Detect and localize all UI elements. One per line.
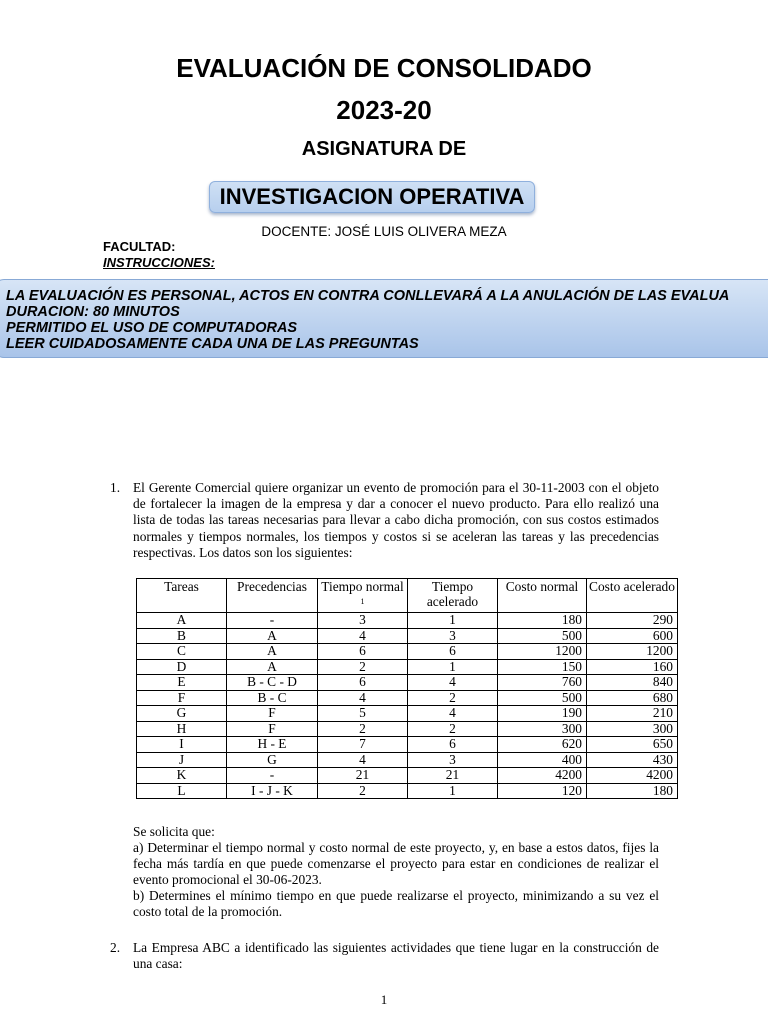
table-cell: 300 bbox=[498, 721, 587, 737]
rule-computers: PERMITIDO EL USO DE COMPUTADORAS bbox=[6, 320, 298, 336]
table-cell: D bbox=[137, 659, 227, 675]
table-cell: 6 bbox=[318, 644, 408, 660]
table-row bbox=[137, 721, 678, 737]
table-cell: 2 bbox=[318, 783, 408, 799]
table-cell: 3 bbox=[408, 628, 498, 644]
table-cell: 430 bbox=[587, 752, 678, 768]
table-cell: G bbox=[227, 752, 318, 768]
table-cell: L bbox=[137, 783, 227, 799]
subject-banner: INVESTIGACION OPERATIVA bbox=[209, 181, 535, 213]
exam-period: 2023-20 bbox=[336, 95, 432, 125]
table-cell: 4200 bbox=[498, 768, 587, 784]
table-cell: F bbox=[137, 690, 227, 706]
table-cell: 150 bbox=[498, 659, 587, 675]
instructions-box bbox=[0, 279, 768, 358]
table-cell: 2 bbox=[318, 721, 408, 737]
table-cell: 2 bbox=[318, 659, 408, 675]
rule-duration: DURACION: 80 MINUTOS bbox=[6, 304, 180, 320]
table-cell: 6 bbox=[408, 737, 498, 753]
table-cell: 4 bbox=[318, 690, 408, 706]
table-row bbox=[137, 644, 678, 660]
table-cell: 2 bbox=[408, 721, 498, 737]
table-cell: 160 bbox=[587, 659, 678, 675]
table-row bbox=[137, 690, 678, 706]
question-1-number: 1. bbox=[110, 480, 121, 495]
exam-title: EVALUACIÓN DE CONSOLIDADO bbox=[176, 53, 592, 83]
table-cell: 180 bbox=[587, 783, 678, 799]
table-cell: 1 bbox=[408, 659, 498, 675]
table-cell: 300 bbox=[587, 721, 678, 737]
table-cell: 3 bbox=[408, 752, 498, 768]
table-cell: - bbox=[227, 768, 318, 784]
table-cell: I bbox=[137, 737, 227, 753]
table-cell: 2 bbox=[408, 690, 498, 706]
subject-label: ASIGNATURA DE bbox=[301, 138, 467, 160]
table-row bbox=[137, 737, 678, 753]
table-cell: 1 bbox=[408, 613, 498, 629]
table-cell: 4 bbox=[408, 675, 498, 691]
table-cell: A bbox=[137, 613, 227, 629]
table-cell: J bbox=[137, 752, 227, 768]
faculty-label: FACULTAD: bbox=[103, 239, 176, 254]
tasks-table bbox=[136, 578, 678, 799]
table-row bbox=[137, 628, 678, 644]
table-cell: C bbox=[137, 644, 227, 660]
instructions-label: INSTRUCCIONES: bbox=[103, 255, 215, 270]
table-body bbox=[137, 613, 678, 799]
table-cell: E bbox=[137, 675, 227, 691]
header-tareas: Tareas bbox=[137, 579, 227, 613]
table-cell: 400 bbox=[498, 752, 587, 768]
table-cell: K bbox=[137, 768, 227, 784]
table-cell: 6 bbox=[318, 675, 408, 691]
table-cell: 1 bbox=[408, 783, 498, 799]
header-tiempo-normal-text: Tiempo normal bbox=[321, 579, 404, 594]
table-cell: A bbox=[227, 659, 318, 675]
table-cell: 6 bbox=[408, 644, 498, 660]
table-cell: 840 bbox=[587, 675, 678, 691]
table-cell: A bbox=[227, 644, 318, 660]
page-number: 1 bbox=[380, 992, 388, 1007]
table-cell: 210 bbox=[587, 706, 678, 722]
table-cell: 4 bbox=[408, 706, 498, 722]
table-cell: G bbox=[137, 706, 227, 722]
table-cell: 500 bbox=[498, 628, 587, 644]
header-tiempo-acelerado: Tiempo acelerado bbox=[408, 579, 498, 613]
table-cell: H - E bbox=[227, 737, 318, 753]
table-cell: B bbox=[137, 628, 227, 644]
table-cell: H bbox=[137, 721, 227, 737]
table-cell: 1200 bbox=[587, 644, 678, 660]
table-row bbox=[137, 675, 678, 691]
table-row bbox=[137, 783, 678, 799]
table-row bbox=[137, 768, 678, 784]
table-cell: 1200 bbox=[498, 644, 587, 660]
table-cell: 5 bbox=[318, 706, 408, 722]
table-cell: 120 bbox=[498, 783, 587, 799]
rule-personal: LA EVALUACIÓN ES PERSONAL, ACTOS EN CONTRA CONLLEVARÁ A LA ANULACIÓN DE LAS EVALUA bbox=[6, 288, 730, 304]
table-cell: B - C - D bbox=[227, 675, 318, 691]
request-intro: Se solicita que: bbox=[133, 824, 215, 839]
table-cell: 620 bbox=[498, 737, 587, 753]
table-cell: I - J - K bbox=[227, 783, 318, 799]
question-1-text: El Gerente Comercial quiere organizar un evento de promoción para el 30-11-2003 con el objeto de fortalecer la imagen de la empresa y dar a conocer el nuevo producto. Para ello realizó una lista de todas las tareas necesarias para llevar a cabo dicha promoción, con sus costos estimados normales y tiempos normales, los tiempos y costos si se aceleran las tareas y las precedencias respectivas. Los datos son los siguientes: bbox=[133, 480, 659, 560]
table-cell: 190 bbox=[498, 706, 587, 722]
table-row bbox=[137, 613, 678, 629]
table-cell: B - C bbox=[227, 690, 318, 706]
teacher-line: DOCENTE: JOSÉ LUIS OLIVERA MEZA bbox=[261, 224, 507, 239]
request-a: a) Determinar el tiempo normal y costo normal de este proyecto, y, en base a estos datos, fijes la fecha más tardía en que puede comenzarse el proyecto para estar en condiciones de realizar el evento promocional el 30-06-2023. bbox=[133, 840, 659, 888]
footnote-mark: 1 bbox=[360, 597, 365, 606]
table-cell: 4 bbox=[318, 628, 408, 644]
table-cell: F bbox=[227, 721, 318, 737]
table-cell: 650 bbox=[587, 737, 678, 753]
table-cell: - bbox=[227, 613, 318, 629]
table-cell: 21 bbox=[408, 768, 498, 784]
rule-read-carefully: LEER CUIDADOSAMENTE CADA UNA DE LAS PREGUNTAS bbox=[6, 336, 419, 352]
table-cell: 21 bbox=[318, 768, 408, 784]
table-cell: 600 bbox=[587, 628, 678, 644]
table-cell: 680 bbox=[587, 690, 678, 706]
header-costo-normal: Costo normal bbox=[498, 579, 587, 613]
table-cell: 760 bbox=[498, 675, 587, 691]
request-b: b) Determines el mínimo tiempo en que puede realizarse el proyecto, minimizando a su vez el costo total de la promoción. bbox=[133, 888, 659, 920]
table-cell: A bbox=[227, 628, 318, 644]
header-precedencias: Precedencias bbox=[227, 579, 318, 613]
table-cell: F bbox=[227, 706, 318, 722]
table-cell: 3 bbox=[318, 613, 408, 629]
question-2-number: 2. bbox=[110, 940, 121, 955]
header-costo-acelerado: Costo acelerado bbox=[587, 579, 678, 613]
table-header-row bbox=[137, 579, 678, 613]
header-tiempo-normal bbox=[318, 579, 408, 613]
table-cell: 290 bbox=[587, 613, 678, 629]
table-cell: 180 bbox=[498, 613, 587, 629]
table-cell: 7 bbox=[318, 737, 408, 753]
table-cell: 500 bbox=[498, 690, 587, 706]
table-cell: 4200 bbox=[587, 768, 678, 784]
table-row bbox=[137, 752, 678, 768]
question-2-text: La Empresa ABC a identificado las siguientes actividades que tiene lugar en la construcción de una casa: bbox=[133, 940, 659, 972]
table-row bbox=[137, 706, 678, 722]
table-row bbox=[137, 659, 678, 675]
table-cell: 4 bbox=[318, 752, 408, 768]
